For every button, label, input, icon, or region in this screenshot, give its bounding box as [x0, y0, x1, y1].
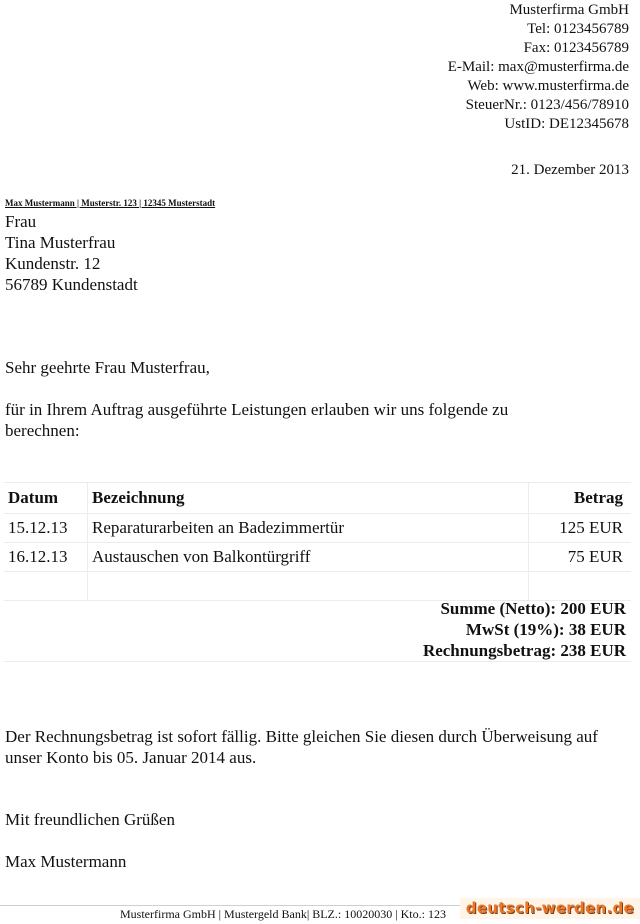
sender-tel: Tel: 0123456789: [527, 21, 629, 37]
recipient-title: Frau: [5, 212, 37, 231]
row-datum: [4, 572, 88, 601]
watermark-logo: deutsch-werden.de: [460, 898, 640, 919]
header-datum: Datum: [4, 483, 88, 514]
row-bezeichnung: Reparaturarbeiten an Badezimmertür: [88, 514, 529, 543]
row-bezeichnung: Austauschen von Balkontürgriff: [88, 543, 529, 572]
total-netto: Summe (Netto): 200 EUR: [440, 599, 626, 618]
recipient-city: 56789 Kundenstadt: [5, 275, 138, 294]
table-row: [4, 514, 631, 543]
table-row: [4, 572, 631, 601]
total-mwst: MwSt (19%): 38 EUR: [465, 620, 626, 639]
sender-vat-id: UstID: DE12345678: [504, 116, 629, 132]
closing: Mit freundlichen Grüßen: [5, 810, 175, 829]
row-betrag: 125 EUR: [529, 514, 632, 543]
footer-bank-details: Musterfirma GmbH | Mustergeld Bank| BLZ.: 10020030 | Kto.: 123: [120, 907, 446, 921]
table-row: [4, 543, 631, 572]
table-header-row: [4, 483, 631, 514]
recipient-name: Tina Musterfrau: [5, 233, 116, 252]
sender-company: Musterfirma GmbH: [509, 2, 629, 18]
row-bezeichnung: [88, 572, 529, 601]
sender-web: Web: www.musterfirma.de: [467, 78, 629, 94]
invoice-date: 21. Dezember 2013: [511, 162, 629, 178]
payment-text: Der Rechnungsbetrag ist sofort fällig. Bitte gleichen Sie diesen durch Überweisung auf unser Konto bis 05. Januar 2014 aus.: [5, 727, 598, 767]
totals-block: [423, 598, 626, 661]
totals-divider: [4, 661, 631, 662]
recipient-street: Kundenstr. 12: [5, 254, 101, 273]
row-datum: 15.12.13: [4, 514, 88, 543]
sender-email: E-Mail: max@musterfirma.de: [447, 59, 629, 75]
header-bezeichnung: Bezeichnung: [88, 483, 529, 514]
salutation: Sehr geehrte Frau Musterfrau,: [5, 358, 210, 377]
row-datum: 16.12.13: [4, 543, 88, 572]
recipient-block: [5, 211, 138, 295]
header-betrag: Betrag: [529, 483, 632, 514]
signature-name: Max Mustermann: [5, 852, 127, 871]
intro-text: für in Ihrem Auftrag ausgeführte Leistungen erlauben wir uns folgende zu berechnen:: [5, 400, 509, 440]
return-address: Max Mustermann | Musterstr. 123 | 12345 Musterstadt: [5, 198, 216, 208]
total-invoice-amount: Rechnungsbetrag: 238 EUR: [422, 641, 626, 660]
invoice-table: [4, 482, 631, 601]
sender-block: [448, 1, 629, 134]
row-betrag: 75 EUR: [529, 543, 632, 572]
row-betrag: [529, 572, 632, 601]
sender-tax-number: SteuerNr.: 0123/456/78910: [465, 97, 629, 113]
sender-fax: Fax: 0123456789: [523, 40, 629, 56]
